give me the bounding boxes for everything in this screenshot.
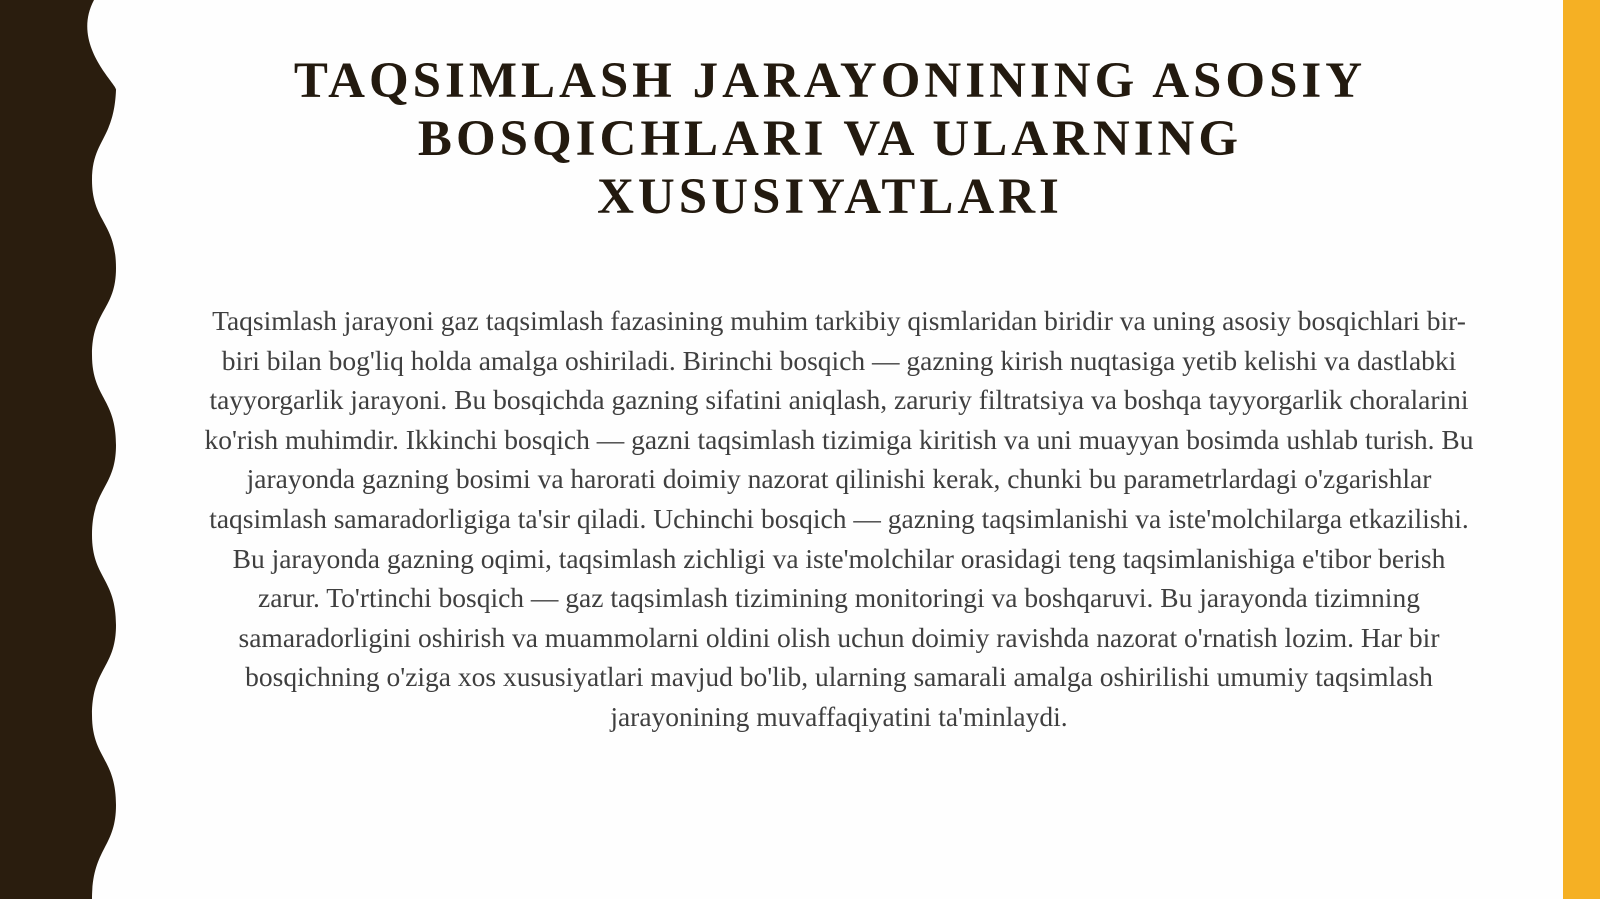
slide-body-text: Taqsimlash jarayoni gaz taqsimlash fazasining muhim tarkibiy qismlaridan biridir va uning asosiy bosqichlari bir-biri bilan bog'liq holda amalga oshiriladi. Birinchi bosqich — gazning kirish nuqtasiga yetib kelishi va dastlabki tayyorgarlik jarayoni. Bu bosqichda gazning sifatini aniqlash, zaruriy filtratsiya va boshqa tayyorgarlik choralarini ko'rish muhimdir. Ikkinchi bosqich — gazni taqsimlash tizimiga kiritish va uni muayyan bosimda ushlab turish. Bu jarayonda gazning bosimi va harorati doimiy nazorat qilinishi kerak, chunki bu parametrlardagi o'zgarishlar taqsimlash samaradorligiga ta'sir qiladi. Uchinchi bosqich — gazning taqsimlanishi va iste'molchilarga etkazilishi. Bu jarayonda gazning oqimi, taqsimlash zichligi va iste'molchilar orasidagi teng taqsimlanishiga e'tibor berish zarur. To'rtinchi bosqich — gaz taqsimlash tizimining monitoringi va boshqaruvi. Bu jarayonda tizimning samaradorligini oshirish va muammolarni oldini olish uchun doimiy ravishda nazorat o'rnatish lozim. Har bir bosqichning o'ziga xos xususiyatlari mavjud bo'lib, ularning samarali amalga oshirilishi umumiy taqsimlash jarayonining muvaffaqiyatini ta'minlaydi. <box>204 305 1474 732</box>
right-accent-bar <box>1563 0 1600 899</box>
left-wave-decoration <box>0 0 130 899</box>
slide-title: TAQSIMLASH JARAYONINING ASOSIY BOSQICHLARI VA ULARNING XUSUSIYATLARI <box>293 53 1367 225</box>
